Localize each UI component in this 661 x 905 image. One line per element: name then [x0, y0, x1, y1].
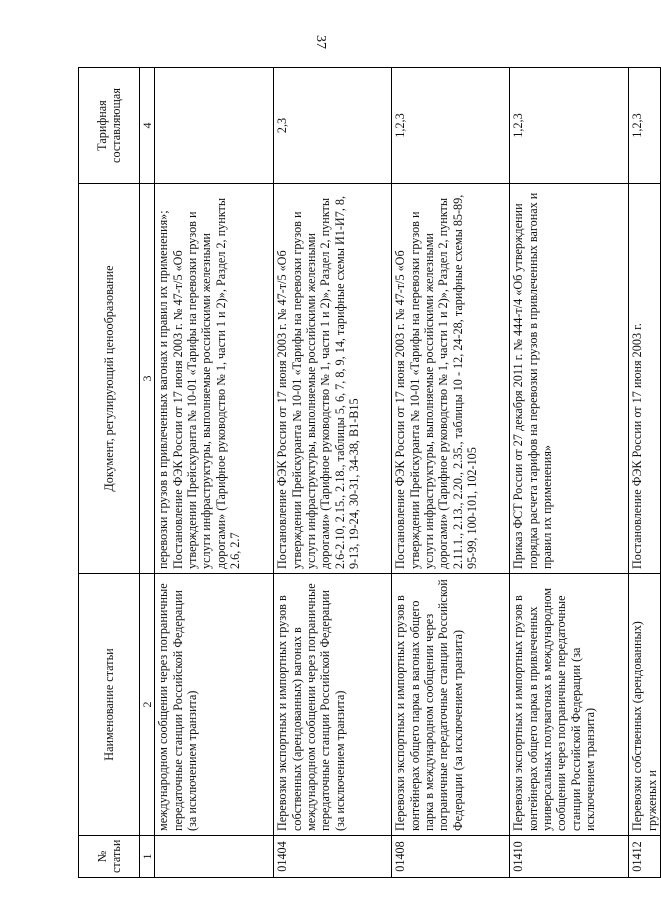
table-row: [274, 68, 392, 878]
article-name: Перевозки экспортных и импортных грузов в контейнерах общего парка в вагонах общего парка в международном сообщении через пограничные передаточные станции Российской Федерации (за исключением транзита): [392, 574, 510, 836]
article-code: 01408: [392, 836, 510, 878]
column-number-row: [140, 68, 155, 878]
tariff-component: 1,2,3: [392, 68, 510, 184]
table-row: [629, 68, 661, 878]
table-row: [510, 68, 629, 878]
table-row: [155, 68, 274, 878]
header-document: Документ, регулирующий ценообразование: [79, 184, 140, 574]
column-number: 1: [140, 836, 155, 878]
column-number: 3: [140, 184, 155, 574]
table-header-row: [79, 68, 140, 878]
table-row: [392, 68, 510, 878]
header-tariff-component: Тарифная составляющая: [79, 68, 140, 184]
header-article-number: № статьи: [79, 836, 140, 878]
tariff-component: 1,2,3: [510, 68, 629, 184]
regulating-document: Приказ ФСТ России от 27 декабря 2011 г. № 444-т/4 «Об утверждении порядка расчета тарифов на перевозки грузов в привлеченных вагонах и правил их применения»: [510, 184, 629, 574]
column-number: 4: [140, 68, 155, 184]
article-code: 01412: [629, 836, 661, 878]
regulating-document: Постановление ФЭК России от 17 июня 2003 г.: [629, 184, 661, 574]
rotated-page: [78, 68, 659, 878]
article-name: международном сообщении через пограничные передаточные станции Российской Федерации (за исключением транзита): [155, 574, 274, 836]
article-code: 01404: [274, 836, 392, 878]
page-number: 37: [313, 35, 328, 49]
tariff-component: 2,3: [274, 68, 392, 184]
regulating-document: Постановление ФЭК России от 17 июня 2003 г. № 47-т/5 «Об утверждении Прейскуранта № 10-01 «Тарифы на перевозки грузов и услуги инфраструктуры, выполняемые российскими железными дорогами» (Тарифное руководство № 1, части 1 и 2)», Раздел 2, пункты 2.11.1., 2.13., 2.20., 2.35., таблицы 10 - 12, 24-28, тарифные схемы 85-89, 95-99, 100-101, 102-105: [392, 184, 510, 574]
article-name: Перевозки собственных (арендованных) груженых и: [629, 574, 661, 836]
tariff-table: [78, 67, 661, 878]
column-number: 2: [140, 574, 155, 836]
article-code: [155, 836, 274, 878]
article-code: 01410: [510, 836, 629, 878]
article-name: Перевозки экспортных и импортных грузов в контейнерах общего парка в привлеченных универсальных полувагонах в международном сообщении через пограничные передаточные станции Российской Федерации (за исключением транзита): [510, 574, 629, 836]
tariff-component: [155, 68, 274, 184]
header-article-name: Наименование статьи: [79, 574, 140, 836]
article-name: Перевозки экспортных и импортных грузов в собственных (арендованных) вагонах в международном сообщении через пограничные передаточные станции Российской Федерации (за исключением транзита): [274, 574, 392, 836]
tariff-component: 1,2,3: [629, 68, 661, 184]
regulating-document: Постановление ФЭК России от 17 июня 2003 г. № 47-т/5 «Об утверждении Прейскуранта № 10-01 «Тарифы на перевозки грузов и услуги инфраструктуры, выполняемые российскими железными дорогами» (Тарифное руководство № 1, части 1 и 2)», Раздел 2, пункты 2.6-2.10, 2.15., 2.18., таблицы 5, 6, 7, 8, 9, 14, тарифные схемы И1-И7, 8, 9-13, 19-24, 30-31, 34-38, В1-В15: [274, 184, 392, 574]
regulating-document: перевозки грузов в привлеченных вагонах и правил их применения»; Постановление ФЭК России от 17 июня 2003 г. № 47-т/5 «Об утверждении Прейскуранта № 10-01 «Тарифы на перевозки грузов и услуги инфраструктуры, выполняемые российскими железными дорогами» (Тарифное руководство № 1, части 1 и 2)», Раздел 2, пункты 2.6, 2.7: [155, 184, 274, 574]
